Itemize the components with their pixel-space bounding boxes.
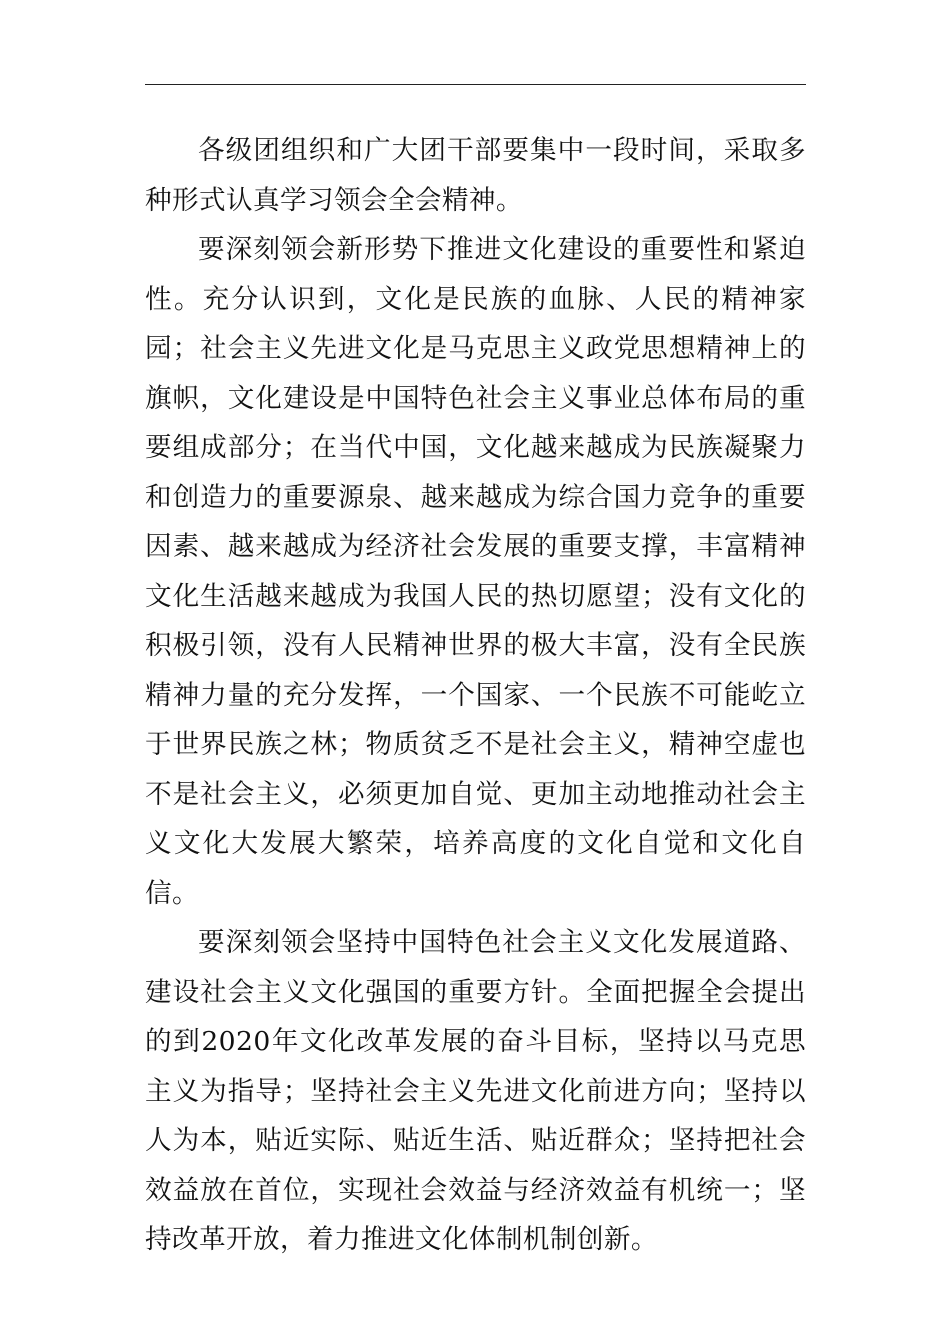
document-body: [145, 126, 806, 1265]
paragraph-3: 要深刻领会坚持中国特色社会主义文化发展道路、建设社会主义文化强国的重要方针。全面把握全会提出的到2020年文化改革发展的奋斗目标，坚持以马克思主义为指导；坚持社会主义先进文化前进方向；坚持以人为本，贴近实际、贴近生活、贴近群众；坚持把社会效益放在首位，实现社会效益与经济效益有机统一；坚持改革开放，着力推进文化体制机制创新。: [145, 927, 806, 1255]
paragraph-2: 要深刻领会新形势下推进文化建设的重要性和紧迫性。充分认识到，文化是民族的血脉、人民的精神家园；社会主义先进文化是马克思主义政党思想精神上的旗帜，文化建设是中国特色社会主义事业总体布局的重要组成部分；在当代中国，文化越来越成为民族凝聚力和创造力的重要源泉、越来越成为综合国力竞争的重要因素、越来越成为经济社会发展的重要支撑，丰富精神文化生活越来越成为我国人民的热切愿望；没有文化的积极引领，没有人民精神世界的极大丰富，没有全民族精神力量的充分发挥，一个国家、一个民族不可能屹立于世界民族之林；物质贫乏不是社会主义，精神空虚也不是社会主义，必须更加自觉、更加主动地推动社会主义文化大发展大繁荣，培养高度的文化自觉和文化自信。: [145, 234, 806, 909]
header-rule: [145, 84, 806, 85]
paragraph-1: 各级团组织和广大团干部要集中一段时间，采取多种形式认真学习领会全会精神。: [145, 135, 806, 216]
